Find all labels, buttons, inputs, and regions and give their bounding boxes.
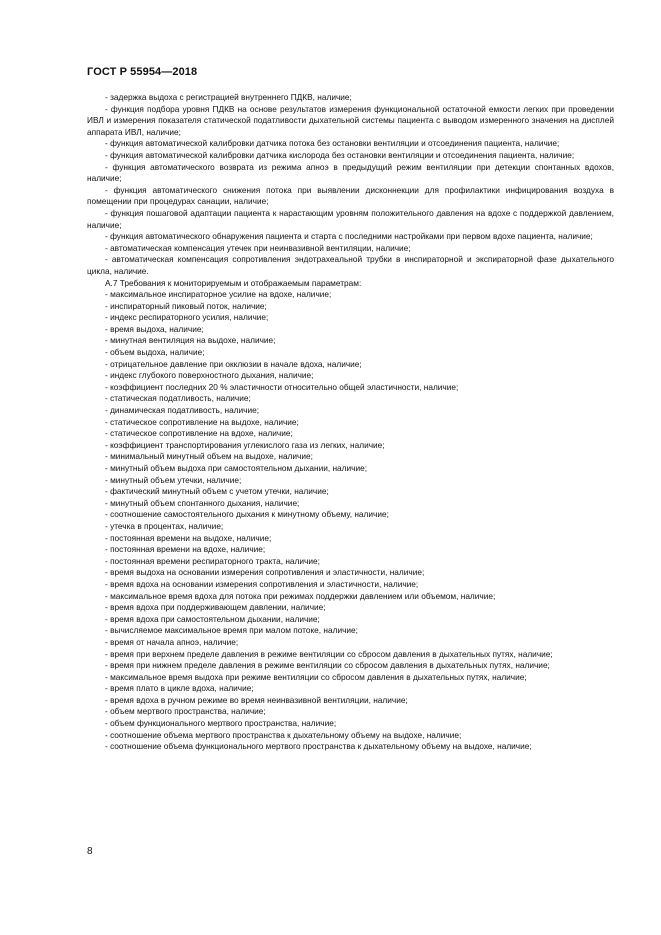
paragraph: - инспираторный пиковый поток, наличие; <box>105 300 267 311</box>
paragraph: - статическое сопротивление на вдохе, наличие; <box>105 428 293 439</box>
paragraph: - максимальное инспираторное усилие на вдохе, наличие; <box>105 289 332 300</box>
paragraph: - минутный объем выдоха при самостоятельном дыхании, наличие; <box>105 463 368 473</box>
paragraph: - функция пошаговой адаптации пациента к нарастающим уровням положительного давления на вдохе с поддержкой давлением, наличие; <box>87 207 614 230</box>
paragraph: - время вдоха при поддерживающем давлении, наличие; <box>105 602 326 613</box>
document-body <box>87 92 614 753</box>
paragraph: - динамическая податливость, наличие; <box>105 405 260 416</box>
paragraph: - постоянная времени на вдохе, наличие; <box>105 544 266 555</box>
paragraph: - время вдоха в ручном режиме во время неинвазивной вентиляции, наличие; <box>105 694 408 705</box>
paragraph: - функция автоматической калибровки датчика потока без остановки вентиляции и отсоединения пациента, наличие; <box>105 138 560 149</box>
paragraph: - соотношение объема мертвого пространства к дыхательному объему на выдохе, наличие; <box>105 729 462 740</box>
paragraph: - индекс глубокого поверхностного дыхания, наличие; <box>105 370 314 381</box>
paragraph: - функция автоматической калибровки датчика кислорода без остановки вентиляции и отсоединения пациента, наличие; <box>105 149 575 160</box>
paragraph: - соотношение самостоятельного дыхания к минутному объему, наличие; <box>105 509 389 520</box>
paragraph: - объем мертвого пространства, наличие; <box>105 706 266 717</box>
paragraph: - автоматическая компенсация сопротивления эндотрахеальной трубки в инспираторной и экспираторной фазе дыхательного цикла, наличие. <box>87 254 614 276</box>
paragraph: - задержка выдоха с регистрацией внутреннего ПДКВ, наличие; <box>105 92 352 102</box>
paragraph: - функция автоматического возврата из режима апноэ в предыдущий режим вентиляции при детекции спонтанных вдохов, наличие; <box>87 161 614 184</box>
paragraph: - время от начала апноэ, наличие; <box>105 636 239 647</box>
paragraph: - функция автоматического снижения потока при выявлении дисконнекции для профилактики инфицирования воздуха в помещении при процедурах санации, наличие; <box>87 184 614 207</box>
paragraph: - минутный объем утечки, наличие; <box>105 474 242 485</box>
paragraph: - фактический минутный объем с учетом утечки, наличие; <box>105 486 329 497</box>
paragraph: - минутный объем спонтанного дыхания, наличие; <box>105 497 300 508</box>
paragraph: А.7 Требования к мониторируемым и отображаемым параметрам: <box>105 277 362 288</box>
paragraph: - время при нижнем пределе давления в режиме вентиляции со сбросом давления в дыхательных путях, наличие; <box>105 660 550 671</box>
paragraph: - объем функционального мертвого пространства, наличие; <box>105 718 337 729</box>
paragraph: - время выдоха, наличие; <box>105 323 204 334</box>
paragraph: - минимальный минутный объем на выдохе, наличие; <box>105 451 313 462</box>
paragraph: - время плато в цикле вдоха, наличие; <box>105 683 254 694</box>
document-header: ГОСТ Р 55954—2018 <box>87 66 198 78</box>
page-number: 8 <box>87 846 93 857</box>
paragraph: - коэффициент транспортирования углекислого газа из легких, наличие; <box>105 439 385 450</box>
paragraph: - отрицательное давление при окклюзии в начале вдоха, наличие; <box>105 358 362 369</box>
paragraph: - вычисляемое максимальное время при малом потоке, наличие; <box>105 625 358 636</box>
paragraph: - утечка в процентах, наличие; <box>105 520 224 531</box>
paragraph: - статическая податливость, наличие; <box>105 393 251 404</box>
paragraph: - время выдоха на основании измерения сопротивления и эластичности, наличие; <box>105 567 425 578</box>
paragraph: - время при верхнем пределе давления в режиме вентиляции со сбросом давления в дыхательных путях, наличие; <box>105 648 553 659</box>
paragraph: - минутная вентиляция на выдохе, наличие; <box>105 335 276 346</box>
paragraph: - объем выдоха, наличие; <box>105 347 205 358</box>
paragraph: - время вдоха при самостоятельном дыхании, наличие; <box>105 613 320 624</box>
paragraph: - индекс респираторного усилия, наличие; <box>105 312 269 323</box>
paragraph: - время вдоха на основании измерения сопротивления и эластичности, наличие; <box>105 578 419 589</box>
paragraph: - статическое сопротивление на выдохе, наличие; <box>105 416 299 427</box>
paragraph: - максимальное время выдоха при режиме вентиляции со сбросом давления в дыхательных путях, наличие; <box>105 671 527 682</box>
paragraph: - функция автоматического обнаружения пациента и старта с последними настройками при первом вдохе пациента, наличие; <box>105 231 593 242</box>
paragraph: - соотношение объема функционального мертвого пространства к дыхательному объему на выдохе, наличие; <box>105 741 532 752</box>
paragraph: - максимальное время вдоха для потока при режимах поддержки давлением или объемом, наличие; <box>105 590 496 601</box>
paragraph: - коэффициент последних 20 % эластичности относительно общей эластичности, наличие; <box>105 381 459 392</box>
paragraph: - постоянная времени респираторного тракта, наличие; <box>105 555 320 566</box>
paragraph: - постоянная времени на выдохе, наличие; <box>105 532 272 543</box>
paragraph: - автоматическая компенсация утечек при неинвазивной вентиляции, наличие; <box>105 242 411 253</box>
paragraph: - функция подбора уровня ПДКВ на основе результатов измерения функциональной остаточной емкости легких при проведении ИВЛ и измерения показателя статической податливости дыхательной системы пациента с выводом измеренного значения на дисплей аппарата ИВЛ, наличие; <box>87 103 614 137</box>
